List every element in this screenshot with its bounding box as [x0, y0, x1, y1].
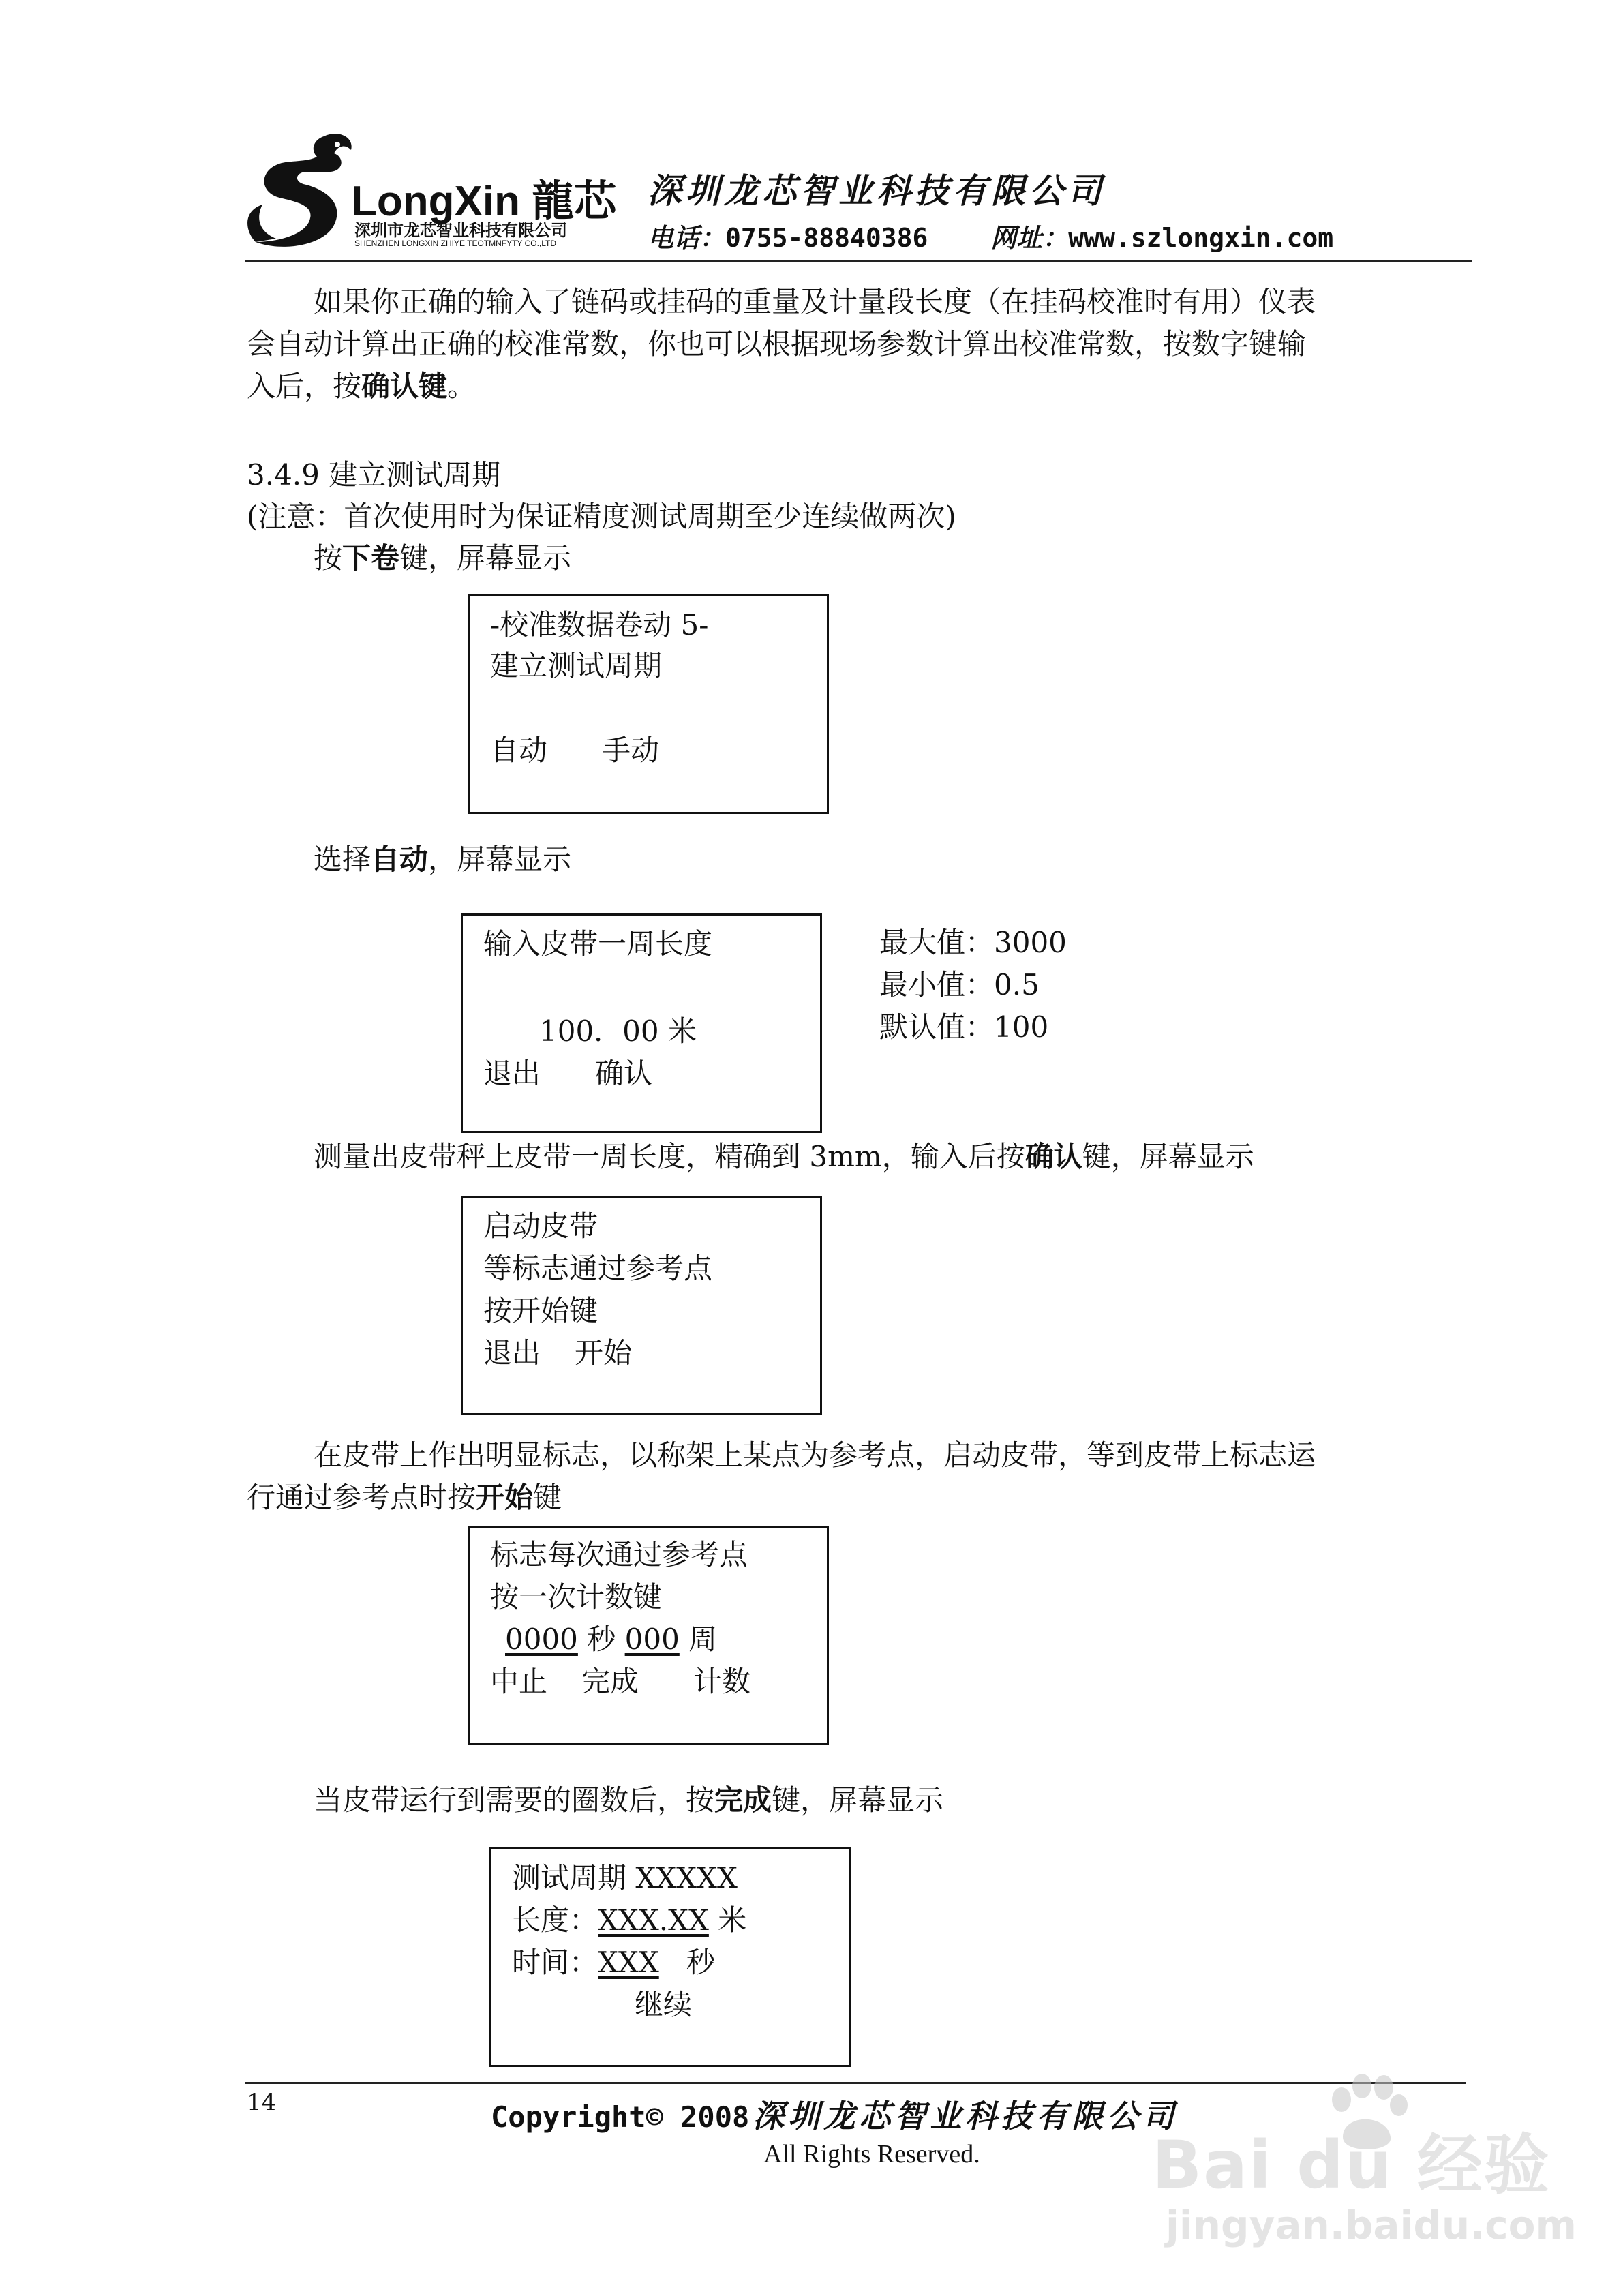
screen-4-line-1: 标志每次通过参考点 [490, 1538, 748, 1571]
logo-brand-cn: 龍芯 [532, 176, 617, 226]
step-4-line-1: 在皮带上作出明显标志，以称架上某点为参考点，启动皮带，等到皮带上标志运 [314, 1438, 1316, 1472]
length-value: XXX.XX [598, 1903, 709, 1937]
step-5-text [314, 1779, 943, 1822]
screen-4-options [490, 1661, 750, 1702]
section-note: (注意：首次使用时为保证精度测试周期至少连续做两次) [247, 500, 956, 533]
step-4-line-2 [247, 1477, 562, 1519]
step-3-prefix: 测量出皮带秤上皮带一周长度，精确到 3mm，输入后按 [314, 1140, 1025, 1173]
page-number: 14 [247, 2089, 277, 2116]
logo-company-en: SHENZHEN LONGXIN ZHIYE TEOTMNFYTY CO.,LTD [354, 239, 557, 248]
step-3-text [314, 1136, 1254, 1178]
step-5-suffix: 键，屏幕显示 [772, 1783, 944, 1817]
step-4-suffix: 键 [533, 1481, 562, 1514]
option-manual: 手动 [602, 734, 660, 767]
option-exit: 退出 [483, 1057, 541, 1090]
option-abort: 中止 [490, 1665, 548, 1698]
screen-3-line-2: 等标志通过参考点 [483, 1252, 713, 1285]
step-4-prefix: 行通过参考点时按 [247, 1481, 476, 1514]
footer-rights: All Rights Reserved. [763, 2140, 980, 2169]
company-logo [242, 130, 624, 259]
screen-2-options [483, 1053, 652, 1094]
step-2-key: 自动 [371, 843, 429, 876]
time-value: XXX [598, 1946, 659, 1979]
watermark-url: jingyan.baidu.com [1166, 2202, 1577, 2248]
option-auto: 自动 [490, 734, 548, 767]
phone-number: 0755-88840386 [725, 223, 928, 253]
screen-2-value: 100．00 米 [539, 1014, 697, 1048]
option-finish: 完成 [581, 1665, 639, 1698]
limit-min: 最小值：0.5 [879, 968, 1040, 1001]
step-3-suffix: 键，屏幕显示 [1082, 1140, 1254, 1173]
intro-line-1: 如果你正确的输入了链码或挂码的重量及计量段长度（在挂码校准时有用）仪表 [314, 285, 1316, 318]
intro-line-3-prefix: 入后，按 [247, 369, 362, 403]
web-label: 网址： [990, 223, 1069, 253]
section-heading: 3.4.9 建立测试周期 [247, 458, 501, 492]
screen-5-line-1: 测试周期 XXXXX [512, 1861, 738, 1894]
screen-box-test-result [489, 1847, 851, 2067]
screen-1-options [490, 730, 659, 771]
limit-default: 默认值：100 [879, 1010, 1049, 1044]
option-continue: 继续 [635, 1988, 693, 2021]
intro-line-3 [247, 365, 476, 408]
option-confirm: 确认 [595, 1057, 653, 1090]
screen-4-line-2: 按一次计数键 [490, 1580, 663, 1614]
screen-3-line-3: 按开始键 [483, 1294, 598, 1327]
screen-1-line-2: 建立测试周期 [490, 649, 663, 682]
time-label: 时间： [512, 1946, 598, 1979]
step-4-key: 开始 [476, 1481, 534, 1514]
screen-5-time [512, 1942, 715, 1983]
header-rule [245, 260, 1472, 262]
logo-brand: LongXin [351, 178, 520, 225]
step-2-suffix: ，屏幕显示 [428, 843, 572, 876]
option-exit: 退出 [483, 1336, 541, 1370]
screen-5-length [512, 1900, 746, 1941]
website: www.szlongxin.com [1068, 223, 1334, 253]
step-2-text [314, 839, 571, 881]
screen-4-counter [505, 1619, 717, 1660]
step-1-prefix: 按 [314, 541, 343, 575]
step-3-key: 确认 [1025, 1140, 1082, 1173]
seconds-counter: 0000 [505, 1622, 578, 1656]
screen-1-line-1: -校准数据卷动 5- [490, 608, 709, 641]
copyright-company: 深圳龙芯智业科技有限公司 [753, 2098, 1179, 2134]
dragon-logo-icon [242, 130, 358, 252]
screen-2-line-1: 输入皮带一周长度 [483, 927, 713, 961]
screen-box-start-belt [461, 1196, 822, 1415]
screen-box-calibration-scroll [468, 594, 829, 814]
step-1-suffix: 键，屏幕显示 [399, 541, 572, 575]
screen-3-line-1: 启动皮带 [483, 1209, 598, 1243]
phone-label: 电话： [648, 223, 726, 253]
intro-line-2: 会自动计算出正确的校准常数，你也可以根据现场参数计算出校准常数，按数字键输 [247, 327, 1307, 361]
length-label: 长度： [512, 1903, 598, 1937]
baidu-watermark [1152, 2072, 1588, 2270]
limit-max: 最大值：3000 [879, 926, 1067, 959]
option-start: 开始 [575, 1336, 633, 1370]
copyright-prefix: Copyright© 2008 [491, 2100, 750, 2134]
seconds-unit: 秒 [587, 1622, 616, 1656]
intro-confirm-key: 确认键 [361, 369, 448, 403]
length-unit: 米 [718, 1903, 747, 1937]
screen-box-count-laps [468, 1526, 829, 1745]
header-company-name: 深圳龙芯智业科技有限公司 [648, 171, 1106, 211]
watermark-brand: Bai du 经验 [1152, 2127, 1551, 2203]
step-2-prefix: 选择 [314, 843, 371, 876]
laps-counter: 000 [624, 1622, 680, 1656]
time-unit: 秒 [686, 1946, 715, 1979]
intro-line-3-suffix: 。 [447, 369, 476, 403]
header-contact [648, 217, 1333, 254]
screen-3-options [483, 1333, 632, 1374]
laps-unit: 周 [688, 1622, 718, 1656]
step-1-text [314, 537, 571, 579]
screen-box-belt-length [461, 913, 822, 1133]
option-count: 计数 [693, 1665, 751, 1698]
step-5-key: 完成 [714, 1783, 772, 1817]
step-5-prefix: 当皮带运行到需要的圈数后，按 [314, 1783, 715, 1817]
logo-company-cn: 深圳市龙芯智业科技有限公司 [354, 221, 567, 240]
step-1-key: 下卷 [342, 541, 400, 575]
footer-copyright [491, 2091, 1178, 2136]
